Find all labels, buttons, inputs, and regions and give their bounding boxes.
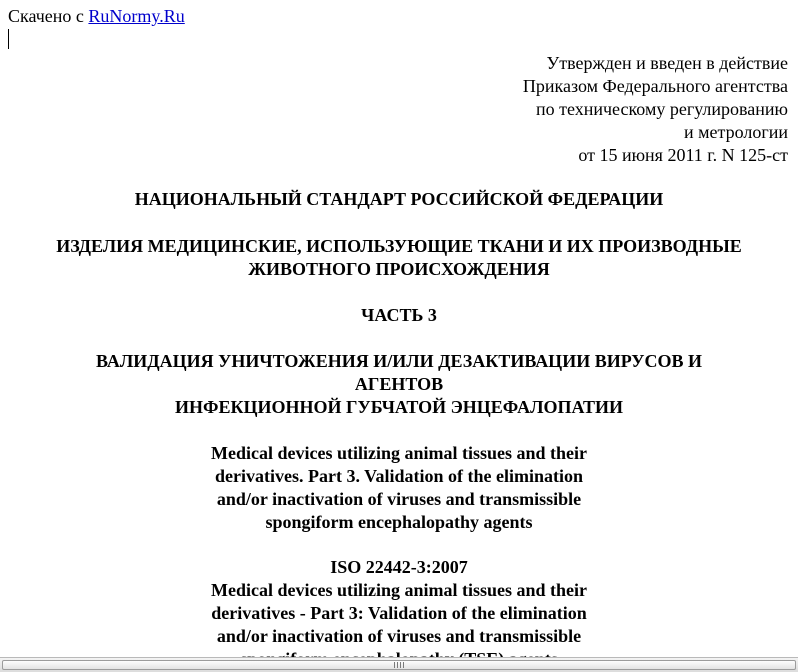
approval-line: Утвержден и введен в действие <box>546 53 788 73</box>
horizontal-scrollbar[interactable] <box>0 657 798 672</box>
approval-block <box>523 52 788 167</box>
validation-title-line: ИНФЕКЦИОННОЙ ГУБЧАТОЙ ЭНЦЕФАЛОПАТИИ <box>175 397 623 417</box>
iso-title-line: derivatives - Part 3: Validation of the elimination <box>211 603 587 623</box>
validation-title-line: АГЕНТОВ <box>354 374 444 394</box>
iso-title <box>0 556 798 671</box>
approval-line: и метрологии <box>684 122 788 142</box>
english-title <box>0 442 798 534</box>
iso-title-line: and/or inactivation of viruses and transmissible <box>216 626 582 646</box>
part-title-line: ЧАСТЬ 3 <box>361 305 437 325</box>
product-title <box>0 235 798 281</box>
scrollbar-thumb[interactable] <box>2 660 796 670</box>
grip-icon <box>394 662 404 668</box>
part-title <box>0 304 798 327</box>
iso-title-line: Medical devices utilizing animal tissues and their <box>211 580 587 600</box>
product-title-line: ЖИВОТНОГО ПРОИСХОЖДЕНИЯ <box>248 259 550 279</box>
approval-line: от 15 июня 2011 г. N 125-ст <box>578 145 788 165</box>
iso-title-line: ISO 22442-3:2007 <box>330 557 468 577</box>
product-title-line: ИЗДЕЛИЯ МЕДИЦИНСКИЕ, ИСПОЛЬЗУЮЩИЕ ТКАНИ И ИХ ПРОИЗВОДНЫЕ <box>56 236 742 256</box>
english-title-line: spongiform encephalopathy agents <box>265 512 533 532</box>
validation-title-line: ВАЛИДАЦИЯ УНИЧТОЖЕНИЯ И/ИЛИ ДЕЗАКТИВАЦИИ ВИРУСОВ И <box>96 351 702 371</box>
source-link[interactable]: RuNormy.Ru <box>88 6 185 26</box>
approval-line: Приказом Федерального агентства <box>522 76 788 96</box>
source-line <box>8 5 185 27</box>
english-title-line: derivatives. Part 3. Validation of the elimination <box>215 466 583 486</box>
standard-title <box>0 188 798 211</box>
english-title-line: and/or inactivation of viruses and transmissible <box>216 489 582 509</box>
text-cursor <box>8 29 9 49</box>
standard-title-line: НАЦИОНАЛЬНЫЙ СТАНДАРТ РОССИЙСКОЙ ФЕДЕРАЦИИ <box>134 189 664 209</box>
english-title-line: Medical devices utilizing animal tissues and their <box>211 443 587 463</box>
source-prefix: Скачено с <box>8 6 84 26</box>
approval-line: по техническому регулированию <box>535 99 788 119</box>
validation-title <box>0 350 798 419</box>
